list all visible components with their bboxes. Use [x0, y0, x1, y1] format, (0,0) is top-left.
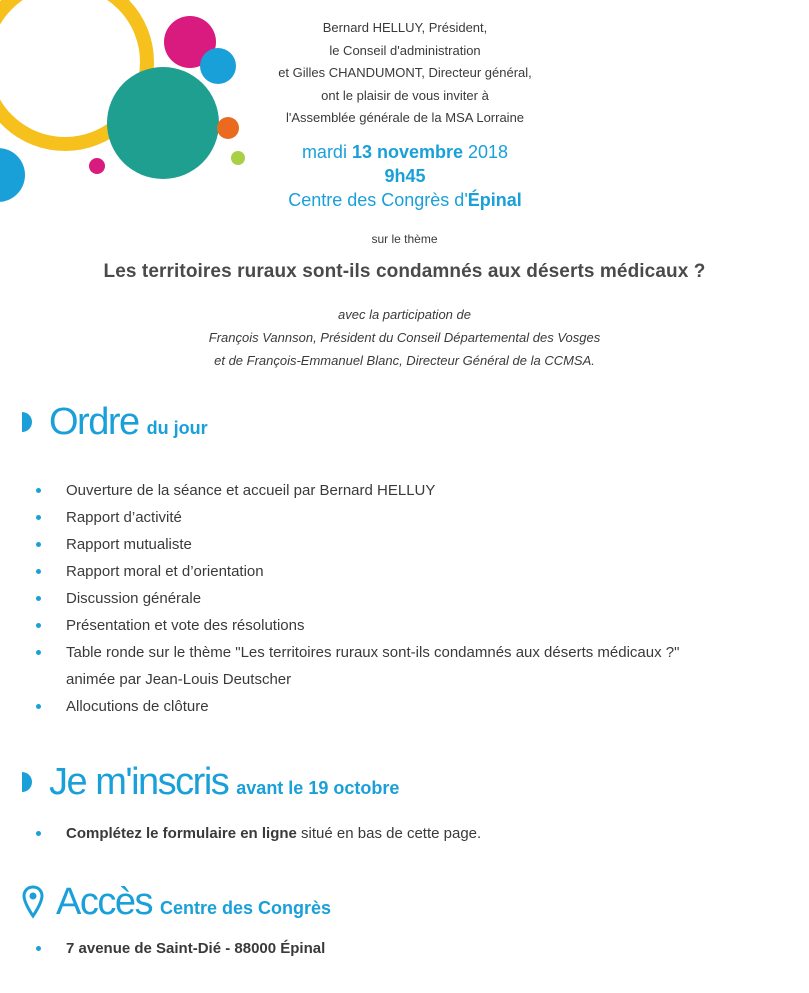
event-date: [230, 140, 580, 164]
event-year: 2018: [463, 142, 509, 162]
invitation-line: le Conseil d'administration: [329, 42, 481, 58]
magenta-small-circle: [89, 158, 105, 174]
registration-subtitle: avant le 19 octobre: [236, 778, 400, 798]
event-place: [230, 188, 580, 212]
registration-list: [0, 820, 786, 847]
event-day: mardi: [301, 142, 352, 162]
invitation-line: ont le plaisir de vous inviter à: [321, 87, 489, 103]
decorative-circles: [0, 0, 250, 215]
agenda-title: Ordre: [49, 401, 139, 443]
access-title: Accès: [56, 881, 152, 923]
list-item: Rapport moral et d’orientation: [0, 558, 786, 585]
main-title: Les territoires ruraux sont-ils condamnés aux déserts médicaux ?: [103, 261, 706, 282]
participation-line: François Vannson, Président du Conseil Départemental des Vosges: [208, 330, 601, 345]
address-item: 7 avenue de Saint-Dié - 88000 Épinal: [0, 935, 786, 962]
list-item: Rapport d’activité: [0, 504, 786, 531]
location-pin-icon: [22, 885, 44, 919]
event-time: [230, 164, 580, 188]
list-item: Présentation et vote des résolutions: [0, 612, 786, 639]
invitation-line: et Gilles CHANDUMONT, Directeur général,: [278, 65, 532, 80]
access-list: [0, 935, 786, 962]
event-place-prefix: Centre des Congrès d': [288, 190, 468, 210]
agenda-heading: [22, 402, 208, 442]
agenda-list: [0, 477, 786, 720]
event-details: [230, 140, 580, 212]
blue-edge-circle: [0, 148, 25, 202]
access-subtitle: Centre des Congrès: [159, 898, 332, 918]
list-item: Rapport mutualiste: [0, 531, 786, 558]
list-item: Table ronde sur le thème "Les territoires ruraux sont-ils condamnés aux déserts médicaux ?": [0, 639, 786, 666]
access-heading: [22, 882, 331, 922]
theme-label: sur le thème: [371, 232, 438, 246]
event-date-bold: 13 novembre: [351, 142, 464, 162]
event-place-city: Épinal: [467, 190, 522, 210]
half-disc-icon: [22, 772, 32, 792]
participation-line: et de François-Emmanuel Blanc, Directeur Général de la CCMSA.: [214, 353, 595, 368]
invitation-block: [230, 17, 580, 130]
list-item: Allocutions de clôture: [0, 693, 786, 720]
registration-link-text[interactable]: Complétez le formulaire en ligne: [66, 825, 297, 842]
registration-heading: [22, 762, 399, 802]
list-item: Discussion générale: [0, 585, 786, 612]
registration-title: Je m'inscris: [49, 761, 229, 803]
registration-item-rest: situé en bas de cette page.: [296, 825, 482, 842]
list-item: [0, 820, 786, 847]
agenda-subtitle: du jour: [146, 418, 208, 438]
half-disc-icon: [22, 412, 32, 432]
list-item: Ouverture de la séance et accueil par Bernard HELLUY: [0, 477, 786, 504]
teal-circle: [107, 67, 219, 179]
list-item-continuation: animée par Jean-Louis Deutscher: [66, 671, 292, 688]
participation-block: [0, 303, 809, 372]
event-time-text: 9h45: [384, 166, 426, 186]
invitation-line: l'Assemblée générale de la MSA Lorraine: [285, 110, 525, 125]
participation-line: avec la participation de: [338, 307, 471, 322]
invitation-line: Bernard HELLUY, Président,: [322, 20, 488, 35]
